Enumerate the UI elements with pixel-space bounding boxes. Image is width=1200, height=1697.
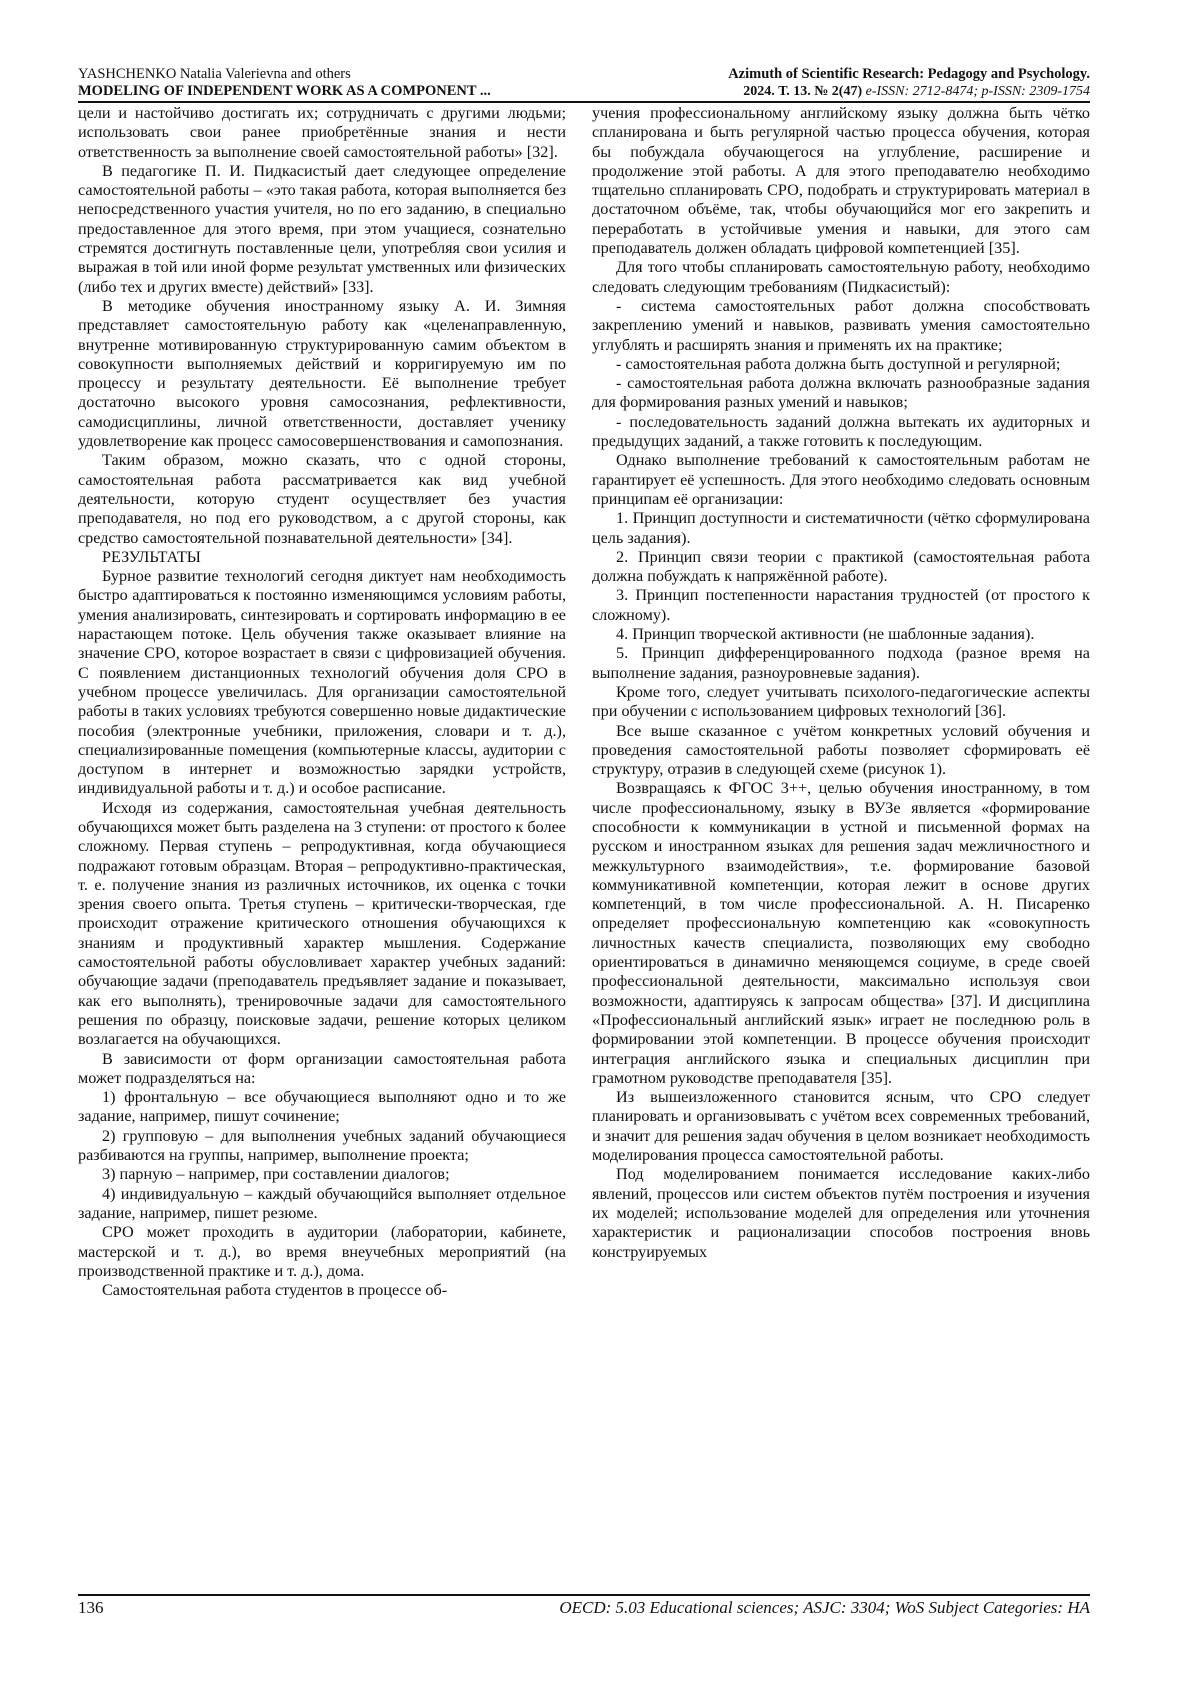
header-journal-name: Azimuth of Scientific Research: Pedagogy and Psychology. <box>728 66 1090 82</box>
left-text-column <box>78 104 566 1592</box>
paragraph: Бурное развитие технологий сегодня диктует нам необходимость быстро адаптироваться к постоянно изменяющимся условиям работы, умения анализировать, синтезировать и сортировать информацию в ее нарастающем потоке. Цель обучения также оказывает влияние на значение СРО, которое возрастает в связи с цифровизацией обучения. С появлением дистанционных технологий обучения доля СРО в учебном процессе увеличилась. Для организации самостоятельной работы в таких условиях требуются совершенно новые дидактические пособия (электронные учебники, приложения, словари и т. д.), специализированные помещения (компьютерные классы, аудитории с доступом в интернет и возможностью зарядки устройств, индивидуальной работы и т. д.) и особое расписание. <box>78 567 566 798</box>
header-authors: YASHCHENKO Natalia Valerievna and others <box>78 66 351 82</box>
footer-classification: OECD: 5.03 Educational sciences; ASJC: 3304; WoS Subject Categories: HA <box>559 1598 1090 1617</box>
paragraph: Для того чтобы спланировать самостоятельную работу, необходимо следовать следующим требованиям (Пидкасистый): <box>592 258 1090 296</box>
paragraph: Кроме того, следует учитывать психолого-педагогические аспекты при обучении с использованием цифровых технологий [36]. <box>592 682 1090 721</box>
paragraph: Из вышеизложенного становится ясным, что СРО следует планировать и организовывать с учётом всех современных требований, и значит для решения задач обучения в целом возникает необходимость моделирования процесса самостоятельной работы. <box>592 1088 1090 1165</box>
footer-divider <box>78 1594 1090 1596</box>
paragraph: Все выше сказанное с учётом конкретных условий обучения и проведения самостоятельной работы позволяет сформировать её структуру, отразив в следующей схеме (рисунок 1). <box>592 721 1090 779</box>
paragraph: В педагогике П. И. Пидкасистый дает следующее определение самостоятельной работы – «это такая работа, которая выполняется без непосредственного участия учителя, но по его заданию, в специально предоставленное для этого время, при этом учащиеся, сознательно стремятся достигнуть поставленные цели, употребляя свои усилия и выражая в той или иной форме результат умственных или физических (либо тех и других вместе) действий» [33]. <box>78 161 566 296</box>
paragraph: 4. Принцип творческой активности (не шаблонные задания). <box>616 625 1035 644</box>
paragraph: СРО может проходить в аудитории (лаборатории, кабинете, мастерской и т. д.), во время внеучебных мероприятий (на производственной практике и т. д.), дома. <box>78 1223 566 1280</box>
paragraph: РЕЗУЛЬТАТЫ <box>102 547 201 566</box>
paragraph: Возвращаясь к ФГОС 3++, целью обучения иностранному, в том числе профессиональному, языку в ВУЗе является «формирование способности к коммуникации в устной и письменной формах на русском и иностранном языках для решения задач межличностного и межкультурного взаимодействия», т.е. формирование базовой коммуникативной компетенции, которая лежит в основе других компетенций, в том числе профессиональной. А. Н. Писаренко определяет профессиональную компетенцию как «совокупность личностных качеств специалиста, позволяющих ему свободно ориентироваться в динамично меняющемся социуме, в среде своей профессиональной деятельности, максимально используя свои возможности, адаптируясь к запросам общества» [37]. И дисциплина «Профессиональный английский язык» играет не последнюю роль в формировании этой компетенции. В процессе обучения происходит интеграция английского языка и специальных дисциплин при грамотном руководстве преподавателя [35]. <box>592 779 1090 1087</box>
paragraph: 1. Принцип доступности и систематичности (чётко сформулирована цель задания). <box>592 509 1090 547</box>
paragraph: 2. Принцип связи теории с практикой (самостоятельная работа должна побуждать к напряжённой работе). <box>592 547 1090 586</box>
paragraph: цели и настойчиво достигать их; сотрудничать с другими людьми; использовать свои ранее приобретённые знания и нести ответственность за выполнение своей самостоятельной работы» [32]. <box>78 104 566 161</box>
running-header-right <box>570 66 1090 100</box>
paragraph: - самостоятельная работа должна быть доступной и регулярной; <box>616 354 1061 373</box>
paragraph: 1) фронтальную – все обучающиеся выполняют одно и то же задание, например, пишут сочинение; <box>78 1088 566 1126</box>
paragraph: - система самостоятельных работ должна способствовать закреплению умений и навыков, развивать умения самостоятельно углублять и расширять знания и применять их на практике; <box>592 296 1090 354</box>
running-header-left <box>78 66 598 100</box>
paragraph: В методике обучения иностранному языку А. И. Зимняя представляет самостоятельную работу как «целенаправленную, внутренне мотивированную структурированную самим объектом в совокупности выполняемых действий и корригируемую им по процессу и результату деятельности. Её выполнение требует достаточно высокого уровня самосознания, рефлективности, самодисциплины, личной ответственности, доставляет ученику удовлетворение как процесс самосовершенствования и самопознания. <box>78 296 566 451</box>
paragraph: 5. Принцип дифференцированного подхода (разное время на выполнение задания, разноуровневые задания). <box>592 644 1090 682</box>
header-issn: e-ISSN: 2712-8474; p-ISSN: 2309-1754 <box>865 84 1090 99</box>
paragraph: Однако выполнение требований к самостоятельным работам не гарантирует её успешность. Для этого необходимо следовать основным принципам её организации: <box>592 451 1090 508</box>
paragraph: Таким образом, можно сказать, что с одной стороны, самостоятельная работа рассматривается как вид учебной деятельности, которую студент осуществляет без участия преподавателя, но под его руководством, а с другой стороны, как средство самостоятельной познавательной деятельности» [34]. <box>78 451 566 547</box>
paragraph: 3. Принцип постепенности нарастания трудностей (от простого к сложному). <box>592 586 1090 624</box>
paragraph: 2) групповую – для выполнения учебных заданий обучающиеся разбиваются на группы, например, выполнение проекта; <box>78 1126 566 1165</box>
paragraph: Исходя из содержания, самостоятельная учебная деятельность обучающихся может быть разделена на 3 ступени: от простого к более сложному. Первая ступень – репродуктивная, когда обучающиеся подражают готовым образцам. Вторая – репродуктивно-практическая, т. е. получение знания из различных источников, их оценка с точки зрения своего опыта. Третья ступень – критически-творческая, где происходит отражение критического отношения обучающихся к знаниям и продуктивный характер мышления. Содержание самостоятельной работы обусловливает характер учебных заданий: обучающие задачи (преподаватель предъявляет задание и показывает, как его выполнять), тренировочные задачи для самостоятельного решения по образцу, поисковые задачи, решение которых целиком возлагается на обучающихся. <box>78 798 566 1049</box>
right-text-column <box>592 104 1090 1592</box>
paragraph: В зависимости от форм организации самостоятельная работа может подразделяться на: <box>78 1049 566 1087</box>
paragraph: Самостоятельная работа студентов в процессе об- <box>102 1281 448 1300</box>
paragraph: учения профессиональному английскому языку должна быть чётко спланирована и быть регулярной частью процесса обучения, которая бы побуждала обучающегося на углубление, расширение и продолжение этой работы. А для этого преподавателю необходимо тщательно спланировать СРО, подобрать и структурировать материал в достаточном объёме, так, чтобы обучающийся мог его закрепить и переработать в устойчивые умения и навыки, для этого сам преподаватель должен обладать цифровой компетенцией [35]. <box>592 104 1090 258</box>
page-number: 136 <box>78 1598 104 1617</box>
header-short-title: MODELING OF INDEPENDENT WORK AS A COMPONENT ... <box>78 83 491 99</box>
header-issue-line <box>570 83 1090 100</box>
header-divider <box>78 101 1090 103</box>
paragraph: 3) парную – например, при составлении диалогов; <box>102 1165 450 1184</box>
header-issue: 2024. Т. 13. № 2(47) <box>743 84 863 99</box>
paragraph: - самостоятельная работа должна включать разнообразные задания для формирования разных умений и навыков; <box>592 374 1090 412</box>
paragraph: - последовательность заданий должна вытекать их аудиторных и предыдущих заданий, а также готовить к последующим. <box>592 412 1090 451</box>
paragraph: 4) индивидуальную – каждый обучающийся выполняет отдельное задание, например, пишет резюме. <box>78 1184 566 1222</box>
paragraph: Под моделированием понимается исследование каких-либо явлений, процессов или систем объектов путём построения и изучения их моделей; использование моделей для определения или уточнения характеристик и рационализации способов построения вновь конструируемых <box>592 1165 1090 1261</box>
